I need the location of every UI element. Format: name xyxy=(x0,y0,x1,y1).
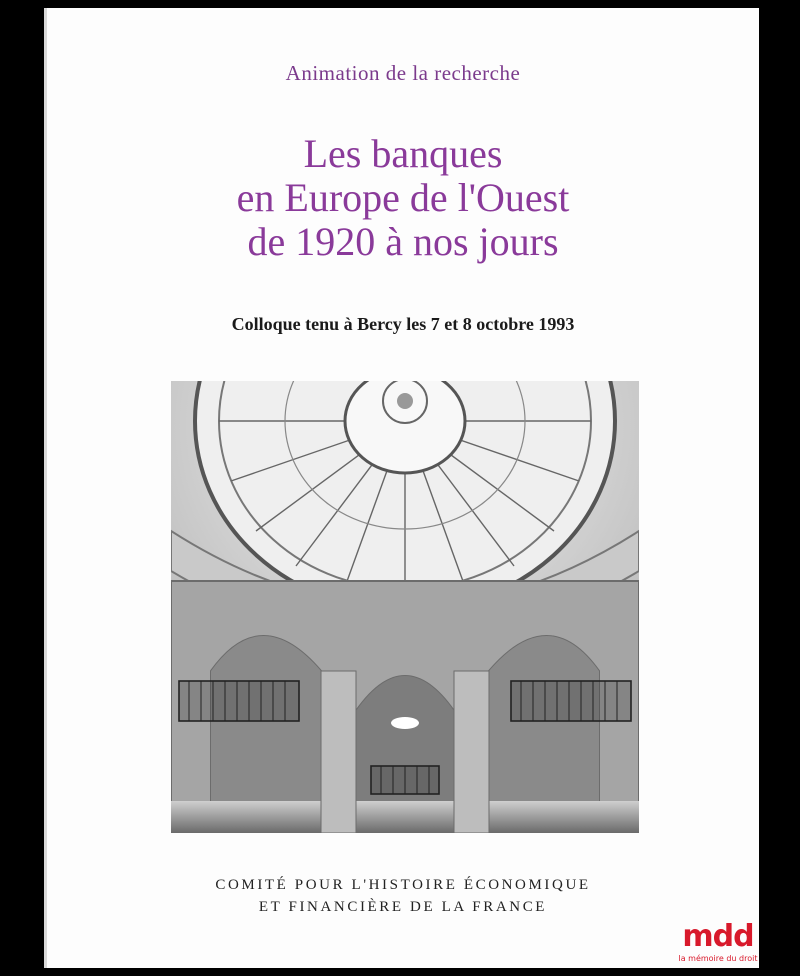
dome-photo xyxy=(171,381,639,833)
mdd-watermark xyxy=(676,919,760,968)
publisher xyxy=(47,874,759,918)
title-line: en Europe de l'Ouest xyxy=(236,175,570,220)
mdd-logo: mdd xyxy=(682,919,754,954)
book-cover xyxy=(44,8,759,968)
title-line: de 1920 à nos jours xyxy=(247,219,559,264)
title-line: Les banques xyxy=(303,131,503,176)
dome-illustration xyxy=(171,381,639,833)
publisher-line: ET FINANCIÈRE DE LA FRANCE xyxy=(258,899,548,915)
series-label: Animation de la recherche xyxy=(285,61,521,85)
conference-subtitle: Colloque tenu à Bercy les 7 et 8 octobre 1993 xyxy=(231,314,575,334)
book-title xyxy=(47,132,759,264)
publisher-line: COMITÉ POUR L'HISTOIRE ÉCONOMIQUE xyxy=(215,877,591,893)
mdd-tagline: la mémoire du droit xyxy=(678,954,758,963)
